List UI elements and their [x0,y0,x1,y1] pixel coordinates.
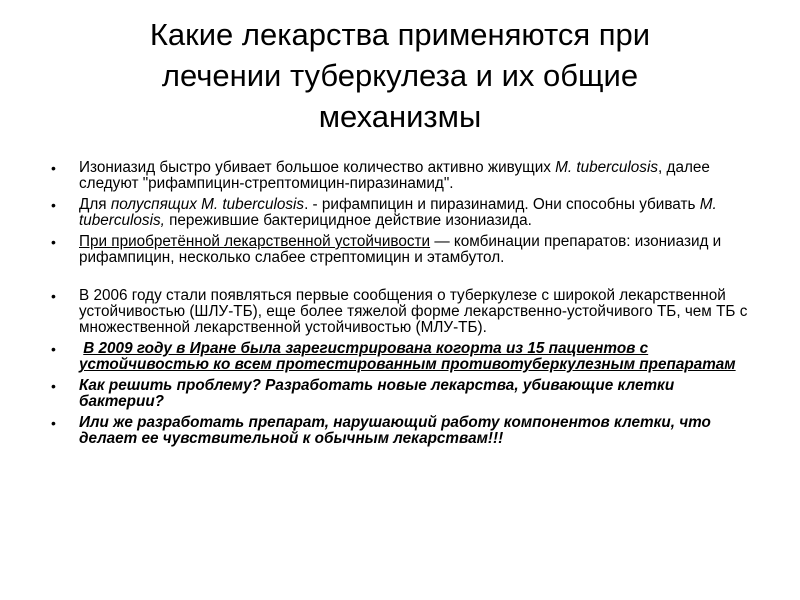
bullet-italic: M. tuberculosis, [79,196,717,229]
bullet-text: . - рифампицин и пиразинамид. Они способны убивать [304,196,700,213]
bullet-underlined: При приобретённой лекарственной устойчивости [79,233,431,250]
bullet-italic: M. tuberculosis [555,159,659,176]
bullet-text: В 2009 году в Иране была зарегистрирована когорта из 15 пациентов с устойчивостью ко всем протестированным противотуберкулезным препаратам [79,340,736,373]
bullet-italic: полуспящих M. tuberculosis [110,196,305,213]
bullet-marker: • [51,234,56,250]
bullet-text: Изониазид быстро убивает большое количество активно живущих [79,159,556,176]
slide-title [60,14,740,137]
bullet-marker: • [51,415,56,431]
bullet-marker: • [51,288,56,304]
bullet-text: Для [79,196,111,213]
bullet-marker: • [51,378,56,394]
title-line-1: Какие лекарства применяются при [149,17,651,52]
bullet-text: , далее следуют "рифампицин-стрептомицин-пиразинамид". [79,159,710,192]
bullet-marker: • [51,160,56,176]
bullet-text: пережившие бактерицидное действие изониазида. [164,212,532,229]
title-line-3: механизмы [318,99,482,134]
bullet-list [0,160,800,452]
title-line-2: лечении туберкулеза и их общие [161,58,639,93]
bullet-text: Как решить проблему? Разработать новые лекарства, убивающие клетки бактерии? [79,377,675,410]
bullet-item-alternative [0,415,800,447]
bullet-marker: • [51,197,56,213]
bullet-text: Или же разработать препарат, нарушающий работу компонентов клетки, что делает ее чувствительной к обычным лекарствам!!! [79,414,711,447]
bullet-item-dormant [0,197,800,229]
bullet-item-xdr-2006 [0,288,800,336]
bullet-marker: • [51,341,56,357]
bullet-item-isoniazid [0,160,800,192]
bullet-item-question [0,378,800,410]
bullet-text: — комбинации препаратов: изониазид и рифампицин, несколько слабее стрептомицин и этамбутол. [79,233,722,266]
bullet-item-resistance [0,234,800,266]
bullet-item-iran-2009 [0,341,800,373]
bullet-text: В 2006 году стали появляться первые сообщения о туберкулезе с широкой лекарственной устойчивостью (ШЛУ-ТБ), еще более тяжелой форме лекарственно-устойчивого ТБ, чем ТБ с множественной лекарственной устойчивостью (МЛУ-ТБ). [79,287,748,336]
